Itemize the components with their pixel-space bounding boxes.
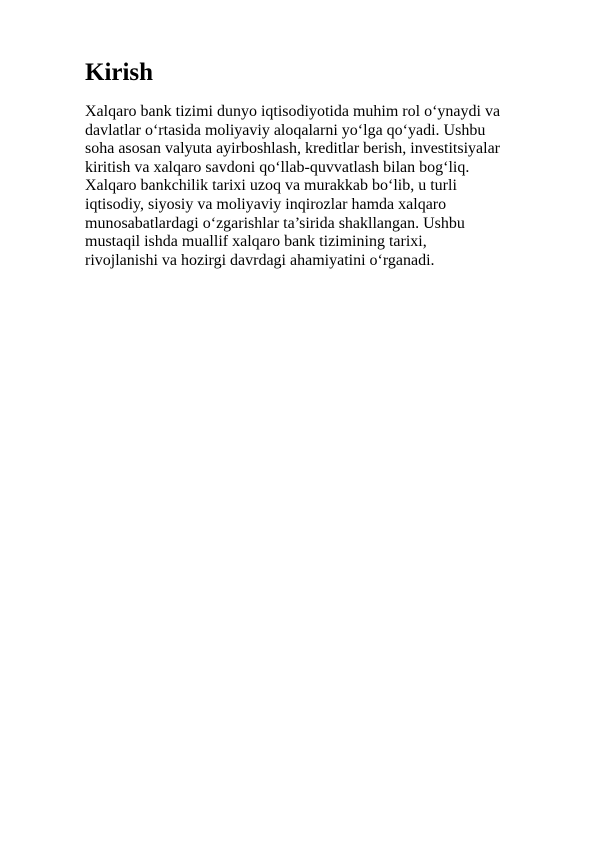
paragraph-line: Xalqaro bankchilik tarixi uzoq va murakkab bo‘lib, u turli [85,177,457,195]
paragraph-line: rivojlanishi va hozirgi davrdagi ahamiyatini o‘rganadi. [85,251,435,269]
paragraph-line: iqtisodiy, siyosiy va moliyaviy inqirozlar hamda xalqaro [85,195,447,213]
paragraph-line: mustaqil ishda muallif xalqaro bank tizimining tarixi, [85,233,427,251]
paragraph-line: Xalqaro bank tizimi dunyo iqtisodiyotida muhim rol o‘ynaydi va [85,103,501,120]
paragraph-line: soha asosan valyuta ayirboshlash, kreditlar berish, investitsiyalar [85,140,501,158]
paragraph-line: kiritish va xalqaro savdoni qo‘llab-quvvatlash bilan bog‘liq. [85,158,470,176]
paragraph-line: davlatlar o‘rtasida moliyaviy aloqalarni yo‘lga qo‘yadi. Ushbu [85,121,486,139]
section-heading: Kirish [85,59,154,86]
intro-paragraph [85,103,565,270]
paragraph-line: munosabatlardagi o‘zgarishlar ta’sirida shakllangan. Ushbu [85,214,465,232]
